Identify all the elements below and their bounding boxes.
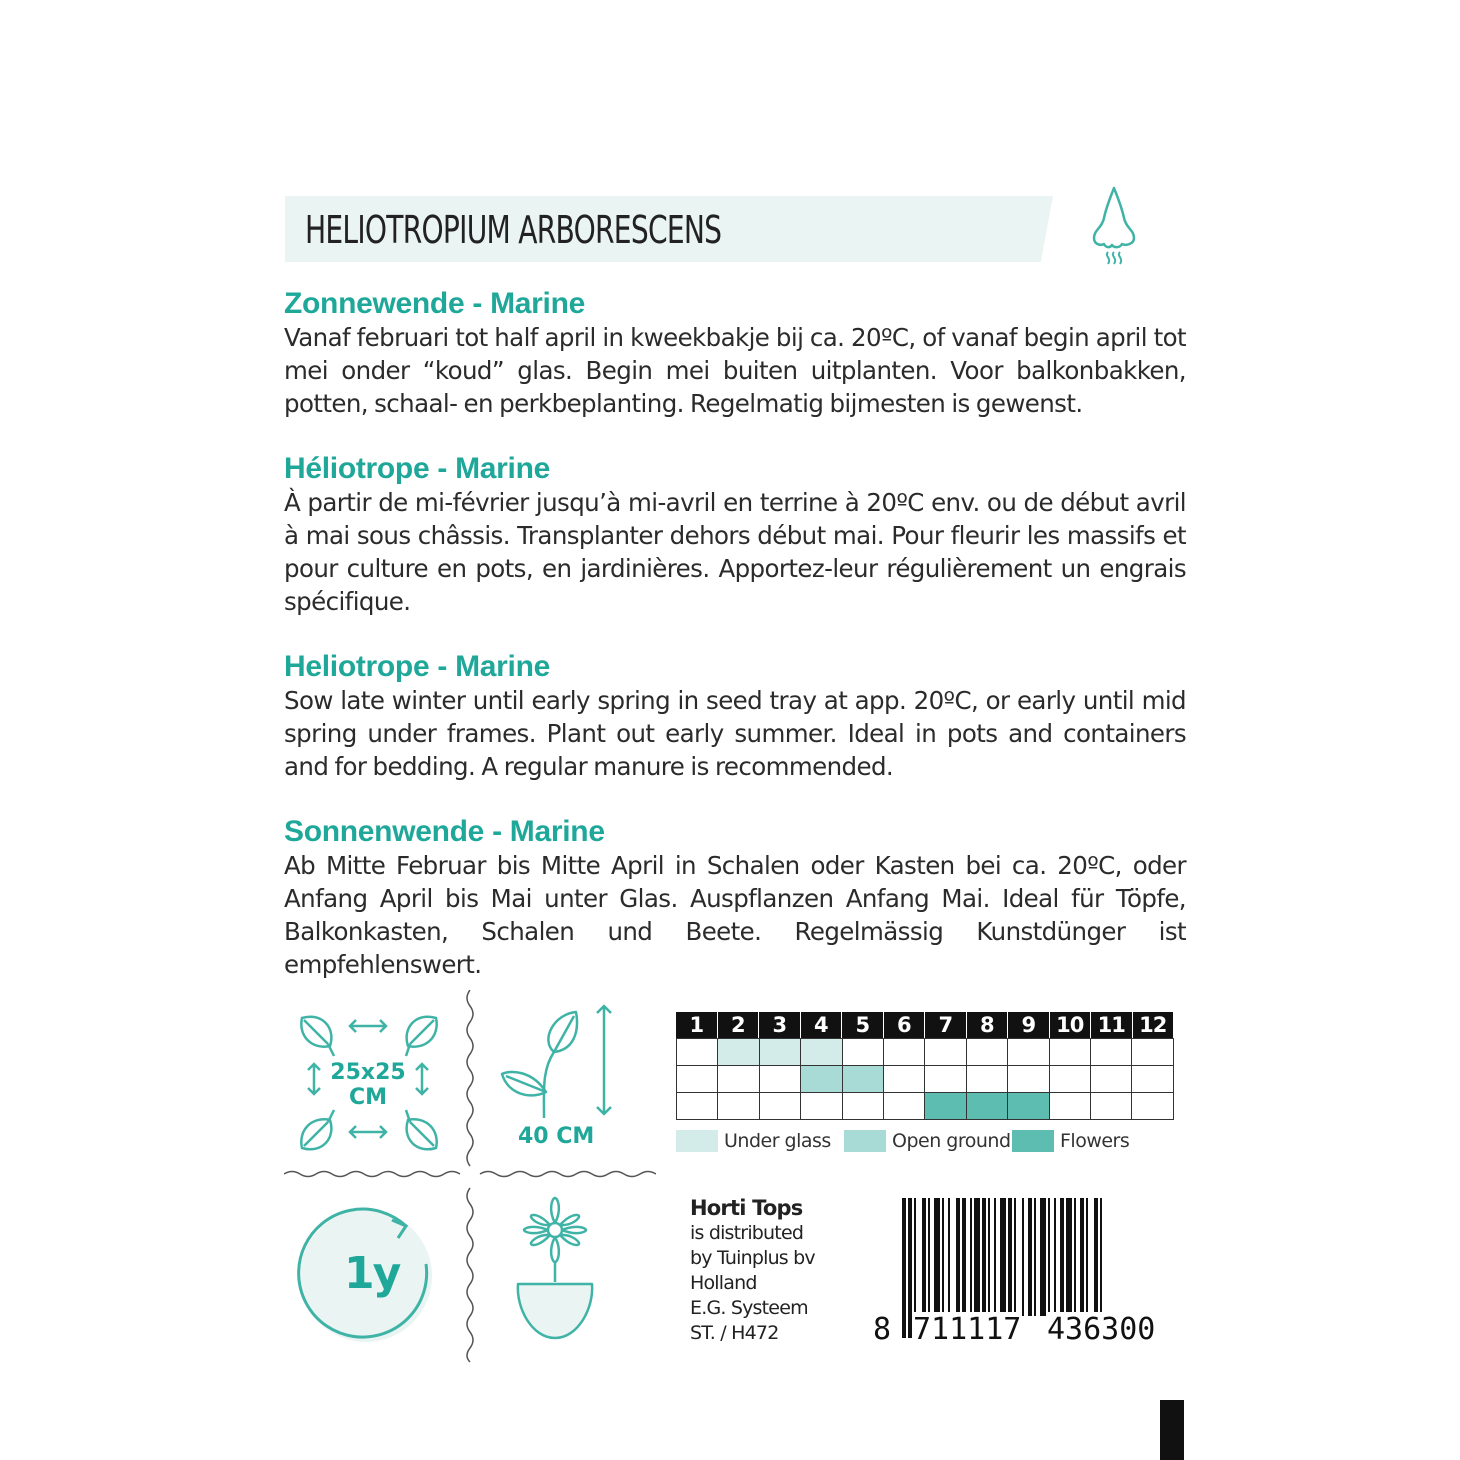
section-title: Zonnewende - Marine — [284, 287, 585, 320]
section-title: Sonnenwende - Marine — [284, 815, 605, 848]
wavy-divider-horizontal — [284, 1166, 656, 1182]
sowing-calendar — [676, 1012, 1174, 1120]
calendar-month-12: 12 — [1133, 1012, 1175, 1038]
section-title: Héliotrope - Marine — [284, 452, 550, 485]
calendar-cell — [924, 1092, 966, 1120]
calendar-cell — [676, 1092, 718, 1120]
barcode-bar — [1014, 1198, 1016, 1316]
spacing-unit: CM — [348, 1085, 388, 1110]
distributor-line: by Tuinplus bv — [690, 1247, 815, 1269]
barcode-bar — [914, 1198, 916, 1316]
barcode-bar — [994, 1198, 996, 1316]
barcode-bar — [974, 1198, 980, 1316]
calendar-cell — [883, 1092, 925, 1120]
potted-flower-icon — [512, 1196, 598, 1344]
legend-swatch — [844, 1130, 886, 1152]
calendar-month-1: 1 — [676, 1012, 718, 1038]
section-title: Heliotrope - Marine — [284, 650, 550, 683]
brand-name: Horti Tops — [690, 1196, 803, 1220]
section-text: Vanaf februari tot half april in kweekbakje bij ca. 20ºC, of vanaf begin april tot mei onder “koud” glas. Begin mei buiten uitplanten. Voor balkonbakken, potten, schaal- en perkbeplanting. Regelmatig bijmesten is gewenst. — [284, 323, 1186, 418]
calendar-month-3: 3 — [759, 1012, 801, 1038]
barcode-bar — [1060, 1198, 1064, 1316]
calendar-month-6: 6 — [884, 1012, 926, 1038]
barcode-bar — [942, 1198, 944, 1316]
barcode-bar — [934, 1198, 940, 1316]
nose-scent-icon — [1084, 184, 1144, 274]
calendar-cell — [676, 1038, 718, 1066]
calendar-cell — [1090, 1065, 1132, 1093]
barcode-bar — [1086, 1198, 1088, 1316]
species-name: HELIOTROPIUM ARBORESCENS — [305, 208, 722, 252]
distributor-line: Holland — [690, 1272, 757, 1294]
edge-mark — [1160, 1400, 1184, 1460]
calendar-month-10: 10 — [1050, 1012, 1092, 1038]
barcode-bar — [970, 1198, 972, 1316]
calendar-cell — [1049, 1065, 1091, 1093]
calendar-cell — [717, 1038, 759, 1066]
calendar-cell — [800, 1092, 842, 1120]
barcode-bar — [1074, 1198, 1076, 1316]
calendar-row-flowers — [677, 1093, 1174, 1120]
barcode-bar — [1080, 1198, 1084, 1316]
legend-flowers — [1012, 1130, 1129, 1152]
calendar-cell — [1131, 1092, 1173, 1120]
calendar-cell — [1049, 1038, 1091, 1066]
barcode-bar — [956, 1198, 960, 1316]
calendar-month-7: 7 — [925, 1012, 967, 1038]
barcode-bar — [962, 1198, 966, 1316]
section-german — [284, 815, 1186, 981]
calendar-cell — [842, 1038, 884, 1066]
calendar-cell — [1131, 1065, 1173, 1093]
calendar-cell — [1090, 1092, 1132, 1120]
barcode-right-digits: 436300 — [1047, 1312, 1156, 1347]
barcode-bar — [982, 1198, 986, 1316]
calendar-cell — [1007, 1065, 1049, 1093]
calendar-month-header — [676, 1012, 1174, 1038]
distributor-line: ST. / H472 — [690, 1322, 779, 1344]
calendar-cell — [883, 1065, 925, 1093]
calendar-cell — [759, 1092, 801, 1120]
calendar-cell — [966, 1038, 1008, 1066]
barcode-bar — [1034, 1198, 1036, 1316]
barcode-bar — [922, 1198, 926, 1316]
distributor-info — [690, 1196, 815, 1346]
barcode-bar — [1066, 1198, 1072, 1316]
calendar-cell — [842, 1092, 884, 1120]
calendar-cell — [924, 1065, 966, 1093]
calendar-row-under-glass — [677, 1039, 1174, 1066]
barcode-bar — [988, 1198, 990, 1316]
calendar-cell — [759, 1065, 801, 1093]
spacing-value: 25x25 — [330, 1060, 406, 1085]
calendar-month-11: 11 — [1091, 1012, 1133, 1038]
height-label: 40 CM — [518, 1124, 595, 1149]
calendar-month-2: 2 — [718, 1012, 760, 1038]
legend-open-ground — [844, 1130, 1011, 1152]
calendar-row-open-ground — [677, 1066, 1174, 1093]
calendar-cell — [966, 1092, 1008, 1120]
section-text: Ab Mitte Februar bis Mitte April in Schalen oder Kasten bei ca. 20ºC, oder Anfang April bis Mai unter Glas. Auspflanzen Anfang Mai. Ideal für Töpfe, Balkonkasten, Schalen und Beete. Regelmässig Kunstdünger ist empfehlenswert. — [284, 851, 1186, 979]
calendar-cell — [759, 1038, 801, 1066]
section-text: À partir de mi-février jusqu’à mi-avril en terrine à 20ºC env. ou de début avril à mai sous châssis. Transplanter dehors début mai. Pour fleurir les massifs et pour culture en pots, en jardinières. Apportez-leur régulièrement un engrais spécifique. — [284, 488, 1186, 616]
section-english — [284, 650, 1186, 783]
calendar-cell — [1049, 1092, 1091, 1120]
legend-under-glass — [676, 1130, 831, 1152]
distributor-line: is distributed — [690, 1222, 804, 1244]
barcode-bar — [902, 1198, 906, 1338]
calendar-month-9: 9 — [1008, 1012, 1050, 1038]
calendar-month-5: 5 — [842, 1012, 884, 1038]
barcode-bar — [1022, 1198, 1024, 1316]
barcode-bar — [1040, 1198, 1046, 1316]
calendar-cell — [883, 1038, 925, 1066]
calendar-cell — [1131, 1038, 1173, 1066]
barcode-bar — [1094, 1198, 1098, 1316]
section-french — [284, 452, 1186, 618]
barcode-bar — [928, 1198, 930, 1316]
barcode-bar — [948, 1198, 950, 1316]
legend-swatch — [1012, 1130, 1054, 1152]
calendar-cell — [1090, 1038, 1132, 1066]
legend-swatch — [676, 1130, 718, 1152]
legend-label: Open ground — [892, 1130, 1011, 1152]
legend-label: Under glass — [724, 1130, 831, 1152]
legend-label: Flowers — [1060, 1130, 1130, 1152]
calendar-cell — [800, 1065, 842, 1093]
distributor-line: E.G. Systeem — [690, 1297, 808, 1319]
section-dutch — [284, 287, 1186, 420]
calendar-cell — [842, 1065, 884, 1093]
section-text: Sow late winter until early spring in seed tray at app. 20ºC, or early until mid spring under frames. Plant out early summer. Ideal in pots and containers and for bedding. A regular manure is recommended. — [284, 686, 1186, 781]
calendar-cell — [924, 1038, 966, 1066]
lifecycle-label: 1y — [344, 1248, 400, 1299]
calendar-cell — [1007, 1038, 1049, 1066]
calendar-cell — [966, 1065, 1008, 1093]
barcode-bar — [1048, 1198, 1050, 1316]
barcode-bar — [1054, 1198, 1056, 1316]
calendar-month-8: 8 — [967, 1012, 1009, 1038]
barcode-bar — [1028, 1198, 1032, 1316]
calendar-month-4: 4 — [801, 1012, 843, 1038]
calendar-cell — [1007, 1092, 1049, 1120]
calendar-cell — [717, 1092, 759, 1120]
barcode-first-digit: 8 — [873, 1312, 892, 1347]
plant-height-icon — [496, 1000, 626, 1125]
calendar-cell — [800, 1038, 842, 1066]
barcode-left-digits: 711117 — [913, 1312, 1022, 1347]
calendar-grid — [677, 1039, 1174, 1120]
spacing-label — [330, 1060, 406, 1110]
calendar-cell — [676, 1065, 718, 1093]
calendar-cell — [717, 1065, 759, 1093]
